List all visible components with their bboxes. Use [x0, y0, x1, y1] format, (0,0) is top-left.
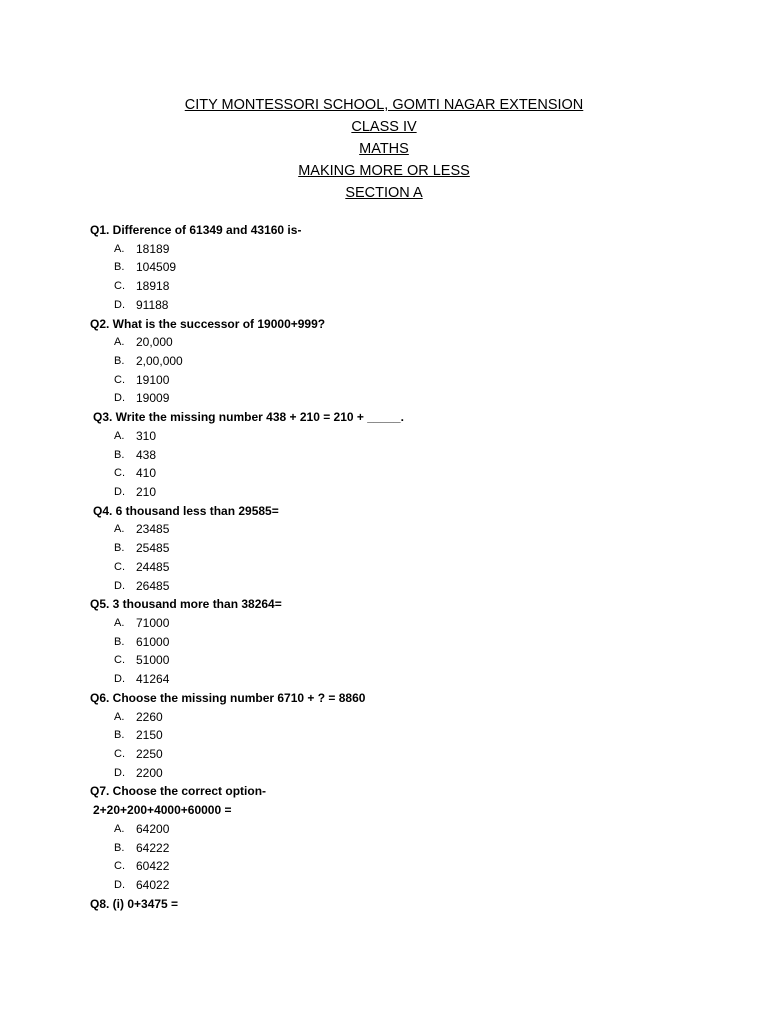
- option-text: 104509: [136, 260, 177, 275]
- option-text: 18189: [136, 241, 170, 256]
- option-text: 60422: [136, 859, 170, 874]
- option-letter: A.: [114, 616, 125, 629]
- option-text: 64022: [136, 877, 170, 892]
- worksheet-header: [0, 94, 768, 204]
- option-letter: C.: [114, 467, 125, 480]
- question-5-option-b: [90, 633, 730, 652]
- option-letter: A.: [114, 710, 125, 723]
- option-text: 2150: [136, 728, 163, 743]
- question-7-expression: 2+20+200+4000+60000 =: [93, 803, 232, 818]
- option-letter: D.: [114, 298, 125, 311]
- question-1-option-a: [90, 240, 730, 259]
- option-text: 210: [136, 484, 157, 499]
- option-letter: C.: [114, 747, 125, 760]
- option-letter: B.: [114, 261, 125, 274]
- question-2-option-c: [90, 371, 730, 390]
- option-text: 64222: [136, 840, 170, 855]
- option-text: 91188: [136, 297, 169, 312]
- option-letter: B.: [114, 355, 125, 368]
- question-5-title: Q5. 3 thousand more than 38264=: [90, 597, 282, 612]
- question-4-option-a: [90, 520, 730, 539]
- question-1-title: Q1. Difference of 61349 and 43160 is-: [90, 223, 302, 237]
- option-text: 2260: [136, 709, 163, 724]
- option-letter: B.: [114, 448, 125, 461]
- option-letter: A.: [114, 242, 125, 255]
- question-5-option-a: [90, 614, 730, 633]
- option-text: 64200: [136, 821, 170, 836]
- question-5-option-d: [90, 670, 730, 689]
- option-letter: C.: [114, 373, 125, 386]
- option-text: 25485: [136, 541, 170, 556]
- class-name: CLASS IV: [351, 119, 417, 135]
- question-3-option-b: [90, 446, 730, 465]
- option-text: 20,000: [136, 335, 173, 350]
- option-letter: A.: [114, 429, 125, 442]
- option-letter: C.: [114, 280, 125, 293]
- option-text: 410: [136, 466, 157, 481]
- school-name: CITY MONTESSORI SCHOOL, GOMTI NAGAR EXTENSION: [184, 97, 584, 113]
- question-6-option-c: [90, 745, 730, 764]
- question-6-option-d: [90, 764, 730, 783]
- option-letter: B.: [114, 542, 125, 555]
- question-7-option-b: [90, 839, 730, 858]
- question-1-option-b: [90, 258, 730, 277]
- option-text: 71000: [136, 615, 170, 630]
- question-8-title: Q8. (i) 0+3475 =: [90, 896, 179, 911]
- question-1-option-d: [90, 296, 730, 315]
- option-letter: A.: [114, 336, 125, 349]
- section-name: SECTION A: [345, 185, 423, 201]
- option-text: 19009: [136, 391, 170, 406]
- option-letter: D.: [114, 878, 125, 891]
- question-7-option-d: [90, 876, 730, 895]
- question-2-title: Q2. What is the successor of 19000+999?: [90, 316, 326, 331]
- question-6-option-b: [90, 726, 730, 745]
- question-4-option-d: [90, 577, 730, 596]
- question-4-option-c: [90, 558, 730, 577]
- option-letter: B.: [114, 841, 125, 854]
- question-7-option-a: [90, 820, 730, 839]
- option-text: 41264: [136, 672, 170, 687]
- option-text: 19100: [136, 372, 170, 387]
- option-letter: D.: [114, 485, 125, 498]
- option-letter: D.: [114, 673, 125, 686]
- question-5-option-c: [90, 651, 730, 670]
- option-letter: A.: [114, 523, 125, 536]
- option-text: 2200: [136, 765, 163, 780]
- option-text: 438: [136, 447, 157, 462]
- option-letter: B.: [114, 729, 125, 742]
- question-6-title: Q6. Choose the missing number 6710 + ? = 8860: [90, 690, 366, 705]
- option-letter: D.: [114, 579, 125, 592]
- chapter-name: MAKING MORE OR LESS: [298, 163, 470, 179]
- question-6-option-a: [90, 708, 730, 727]
- question-7-title: Q7. Choose the correct option-: [90, 784, 267, 799]
- option-text: 24485: [136, 559, 170, 574]
- option-text: 51000: [136, 653, 170, 668]
- option-text: 18918: [136, 279, 170, 294]
- question-2-option-a: [90, 333, 730, 352]
- option-letter: C.: [114, 654, 125, 667]
- option-letter: C.: [114, 860, 125, 873]
- option-text: 2250: [136, 746, 163, 761]
- option-letter: D.: [114, 392, 125, 405]
- question-4-title: Q4. 6 thousand less than 29585=: [93, 503, 279, 518]
- question-3-option-a: [90, 427, 730, 446]
- option-text: 61000: [136, 634, 170, 649]
- option-letter: C.: [114, 560, 125, 573]
- question-3-title: Q3. Write the missing number 438 + 210 = 210 + _____.: [93, 410, 404, 425]
- subject-name: MATHS: [359, 141, 409, 157]
- option-letter: D.: [114, 766, 125, 779]
- option-text: 26485: [136, 578, 170, 593]
- question-3-option-d: [90, 483, 730, 502]
- question-2-option-b: [90, 352, 730, 371]
- option-text: 2,00,000: [136, 354, 183, 369]
- option-letter: A.: [114, 822, 125, 835]
- option-letter: B.: [114, 635, 125, 648]
- question-1-option-c: [90, 277, 730, 296]
- option-text: 23485: [136, 522, 170, 537]
- question-4-option-b: [90, 539, 730, 558]
- question-7-option-c: [90, 857, 730, 876]
- option-text: 310: [136, 428, 157, 443]
- question-2-option-d: [90, 389, 730, 408]
- question-list: [90, 221, 730, 913]
- question-3-option-c: [90, 464, 730, 483]
